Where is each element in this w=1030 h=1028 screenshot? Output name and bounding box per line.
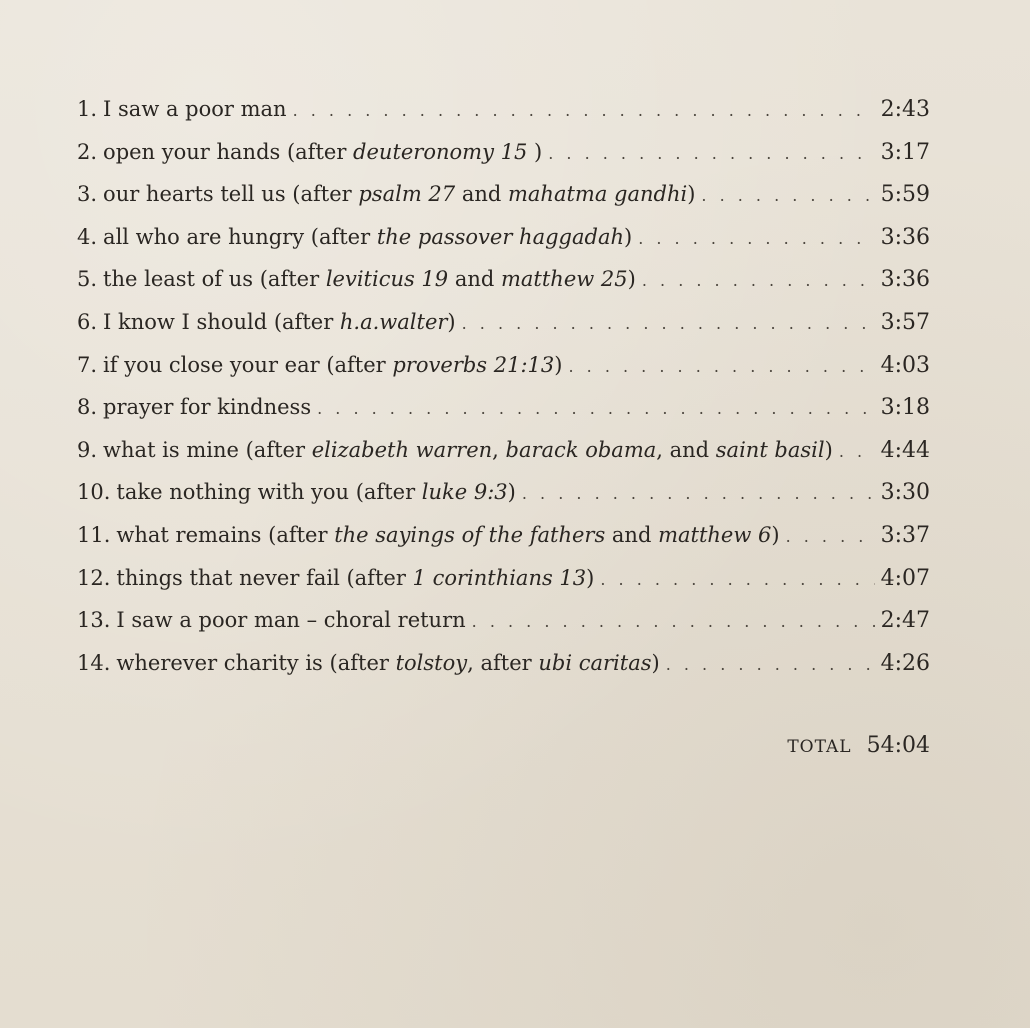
track-title-text: I know I should (after: [103, 309, 340, 334]
track-source-reference: h.a.walter: [339, 309, 448, 334]
track-source-reference: deuteronomy 15: [353, 139, 528, 164]
track-source-reference: matthew 6: [658, 522, 772, 547]
track-title-text: ,: [492, 437, 506, 462]
track-source-reference: tolstoy: [395, 650, 468, 675]
track-duration: 2:47: [880, 608, 930, 634]
track-title: [77, 386, 317, 429]
dot-leader: [701, 175, 874, 218]
track-source-reference: luke 9:3: [421, 480, 508, 505]
track-row: [77, 344, 930, 387]
track-duration: 4:26: [880, 650, 930, 676]
track-row: [77, 599, 930, 642]
dot-leader: [462, 303, 875, 346]
track-title-text: ): [687, 182, 696, 207]
track-number: 9.: [77, 437, 98, 462]
track-duration: 5:59: [880, 182, 930, 208]
track-title-text: open your hands (after: [103, 139, 354, 164]
track-title-text: our hearts tell us (after: [103, 182, 359, 207]
track-number: 2.: [77, 139, 98, 164]
track-duration: 3:36: [880, 267, 930, 293]
track-title-text: the least of us (after: [103, 267, 326, 292]
track-title: [77, 173, 701, 216]
track-title: [77, 88, 293, 131]
track-title: [77, 344, 568, 387]
track-source-reference: the sayings of the fathers: [334, 522, 606, 547]
track-row: [77, 88, 930, 131]
track-title: [77, 131, 548, 174]
track-title-text: and: [455, 182, 508, 207]
track-number: 3.: [77, 182, 98, 207]
track-title-text: ): [527, 139, 543, 164]
track-title-text: ): [447, 309, 456, 334]
track-duration: 3:17: [880, 139, 930, 165]
dot-leader: [786, 516, 875, 559]
track-title-text: ): [627, 267, 636, 292]
track-source-reference: the passover haggadah: [376, 224, 624, 249]
track-duration: 2:43: [880, 97, 930, 122]
dot-leader: [293, 90, 875, 133]
track-duration: 3:37: [880, 522, 930, 548]
track-number: 10.: [77, 480, 111, 505]
track-number: 6.: [77, 309, 98, 334]
track-number: 14.: [77, 650, 111, 675]
track-title-text: what remains (after: [116, 522, 335, 547]
track-duration: 3:18: [880, 395, 930, 421]
track-title: [77, 514, 786, 557]
track-row: [77, 429, 930, 472]
track-title-text: all who are hungry (after: [103, 224, 377, 249]
track-title-text: ): [554, 352, 563, 377]
track-number: 13.: [77, 608, 111, 633]
track-title-text: , and: [656, 437, 716, 462]
track-list: [77, 88, 930, 684]
track-source-reference: proverbs 21:13: [392, 352, 555, 377]
track-title: [77, 258, 642, 301]
track-number: 5.: [77, 267, 98, 292]
track-source-reference: elizabeth warren: [311, 437, 493, 462]
track-row: [77, 258, 930, 301]
track-title: [77, 301, 462, 344]
track-title-text: wherever charity is (after: [116, 650, 396, 675]
track-title: [77, 642, 666, 685]
track-title-text: ): [586, 565, 595, 590]
dot-leader: [472, 601, 875, 644]
track-title-text: I saw a poor man – choral return: [116, 608, 466, 633]
track-source-reference: barack obama: [505, 437, 657, 462]
track-duration: 4:07: [880, 565, 930, 591]
track-title-text: and: [605, 522, 659, 547]
track-duration: 3:36: [880, 224, 930, 250]
dot-leader: [666, 644, 875, 687]
track-title-text: ): [624, 224, 633, 249]
track-duration: 4:44: [880, 437, 930, 463]
track-title: [77, 429, 839, 472]
track-number: 4.: [77, 224, 98, 249]
track-title-text: if you close your ear (after: [103, 352, 393, 377]
track-title: [77, 471, 522, 514]
track-number: 12.: [77, 565, 111, 590]
track-title-text: prayer for kindness: [103, 395, 312, 420]
track-title: [77, 557, 600, 600]
track-row: [77, 131, 930, 174]
track-row: [77, 471, 930, 514]
track-number: 1.: [77, 97, 98, 121]
track-title-text: what is mine (after: [103, 437, 312, 462]
track-row: [77, 557, 930, 600]
track-row: [77, 301, 930, 344]
track-title-text: take nothing with you (after: [116, 480, 422, 505]
track-number: 8.: [77, 395, 98, 420]
track-source-reference: mahatma gandhi: [507, 182, 688, 207]
track-source-reference: ubi caritas: [538, 650, 652, 675]
dot-leader: [522, 473, 875, 516]
dot-leader: [600, 559, 874, 602]
track-duration: 3:30: [880, 480, 930, 506]
track-source-reference: leviticus 19: [325, 267, 449, 292]
dot-leader: [317, 388, 874, 431]
track-number: 11.: [77, 522, 111, 547]
track-source-reference: matthew 25: [501, 267, 628, 292]
track-title-text: ): [824, 437, 833, 462]
dot-leader: [642, 260, 875, 303]
track-title: [77, 599, 472, 642]
track-title-text: ): [771, 522, 780, 547]
track-duration: 3:57: [880, 309, 930, 335]
dot-leader: [568, 346, 874, 389]
track-row: [77, 386, 930, 429]
dot-leader: [638, 218, 874, 261]
track-title-text: things that never fail (after: [116, 565, 413, 590]
total-duration: 54:04: [866, 733, 930, 758]
track-title-text: ): [507, 480, 516, 505]
dot-leader: [548, 133, 874, 176]
track-title-text: , after: [467, 650, 539, 675]
track-title-text: I saw a poor man: [103, 97, 287, 121]
track-title-text: and: [448, 267, 501, 292]
track-row: [77, 173, 930, 216]
track-title: [77, 216, 638, 259]
track-title-text: ): [651, 650, 660, 675]
track-row: [77, 642, 930, 685]
total-label: TOTAL: [787, 737, 852, 757]
track-number: 7.: [77, 352, 98, 377]
total-runtime: [787, 733, 930, 758]
track-row: [77, 216, 930, 259]
track-duration: 4:03: [880, 352, 930, 378]
dot-leader: [839, 431, 875, 474]
track-source-reference: saint basil: [715, 437, 825, 462]
track-source-reference: 1 corinthians 13: [412, 565, 587, 590]
track-row: [77, 514, 930, 557]
track-source-reference: psalm 27: [358, 182, 456, 207]
